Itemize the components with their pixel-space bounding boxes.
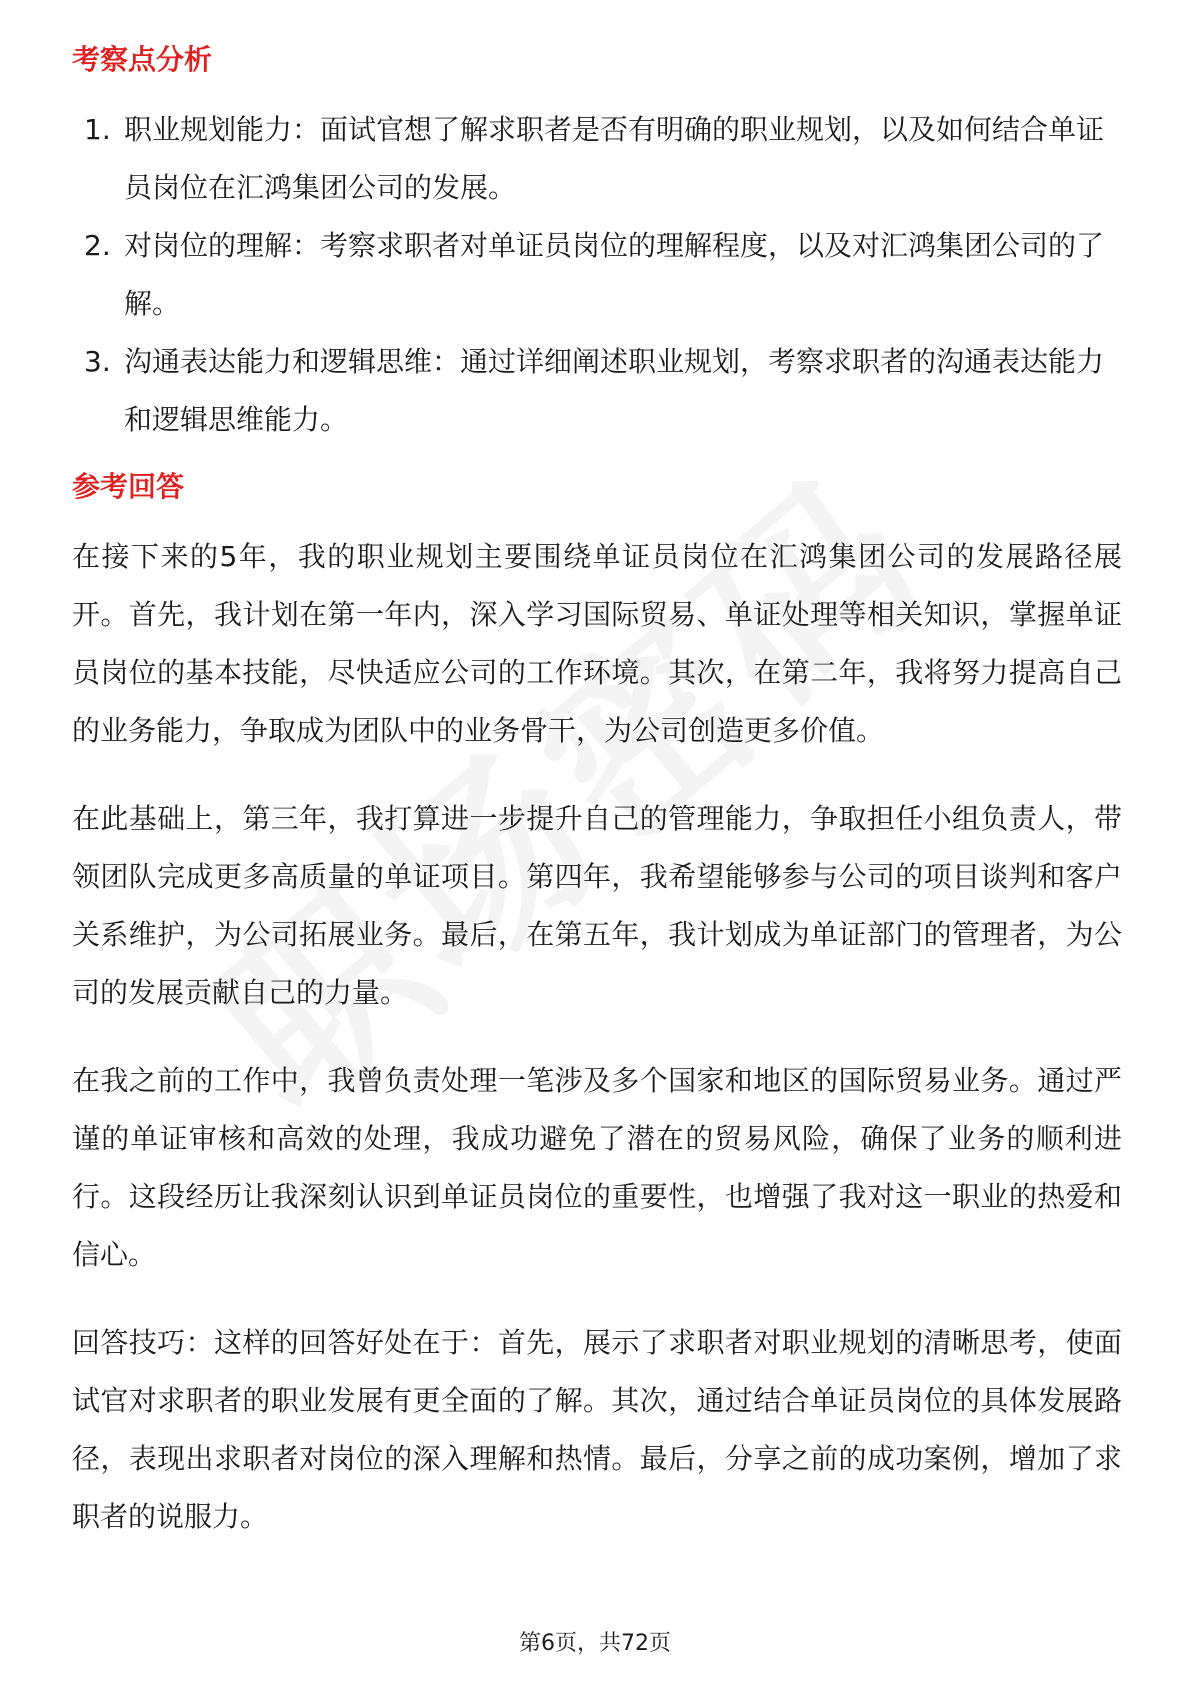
document-page <box>72 38 1122 1576</box>
list-number: 1. <box>84 112 111 146</box>
analysis-heading: 考察点分析 <box>72 43 213 76</box>
list-number: 3. <box>84 344 111 378</box>
answer-heading: 参考回答 <box>72 469 185 503</box>
list-item-text: 职业规划能力：面试官想了解求职者是否有明确的职业规划，以及如何结合单证员岗位在汇鸿集团公司的发展。 <box>124 112 1105 204</box>
answer-tips-paragraph: 回答技巧：这样的回答好处在于：首先，展示了求职者对职业规划的清晰思考，使面试官对求职者的职业发展有更全面的了解。其次，通过结合单证员岗位的具体发展路径，表现出求职者对岗位的深入理解和热情。最后，分享之前的成功案例，增加了求职者的说服力。 <box>72 1325 1122 1533</box>
list-item-text: 对岗位的理解：考察求职者对单证员岗位的理解程度，以及对汇鸿集团公司的了解。 <box>124 228 1105 320</box>
list-item <box>72 333 1122 449</box>
page-number: 第6页，共72页 <box>519 1631 671 1656</box>
analysis-points-list <box>72 101 1122 449</box>
list-item-text: 沟通表达能力和逻辑思维：通过详细阐述职业规划，考察求职者的沟通表达能力和逻辑思维能力。 <box>124 344 1105 436</box>
answer-paragraph: 在我之前的工作中，我曾负责处理一笔涉及多个国家和地区的国际贸易业务。通过严谨的单证审核和高效的处理，我成功避免了潜在的贸易风险，确保了业务的顺利进行。这段经历让我深刻认识到单证员岗位的重要性，也增强了我对这一职业的热爱和信心。 <box>72 1063 1122 1271</box>
answer-paragraph: 在此基础上，第三年，我打算进一步提升自己的管理能力，争取担任小组负责人，带领团队完成更多高质量的单证项目。第四年，我希望能够参与公司的项目谈判和客户关系维护，为公司拓展业务。最后，在第五年，我计划成为单证部门的管理者，为公司的发展贡献自己的力量。 <box>72 801 1122 1009</box>
list-number: 2. <box>84 228 111 262</box>
list-item <box>72 101 1122 217</box>
answer-paragraph: 在接下来的5年，我的职业规划主要围绕单证员岗位在汇鸿集团公司的发展路径展开。首先，我计划在第一年内，深入学习国际贸易、单证处理等相关知识，掌握单证员岗位的基本技能，尽快适应公司的工作环境。其次，在第二年，我将努力提高自己的业务能力，争取成为团队中的业务骨干，为公司创造更多价值。 <box>72 539 1122 747</box>
list-item <box>72 217 1122 333</box>
